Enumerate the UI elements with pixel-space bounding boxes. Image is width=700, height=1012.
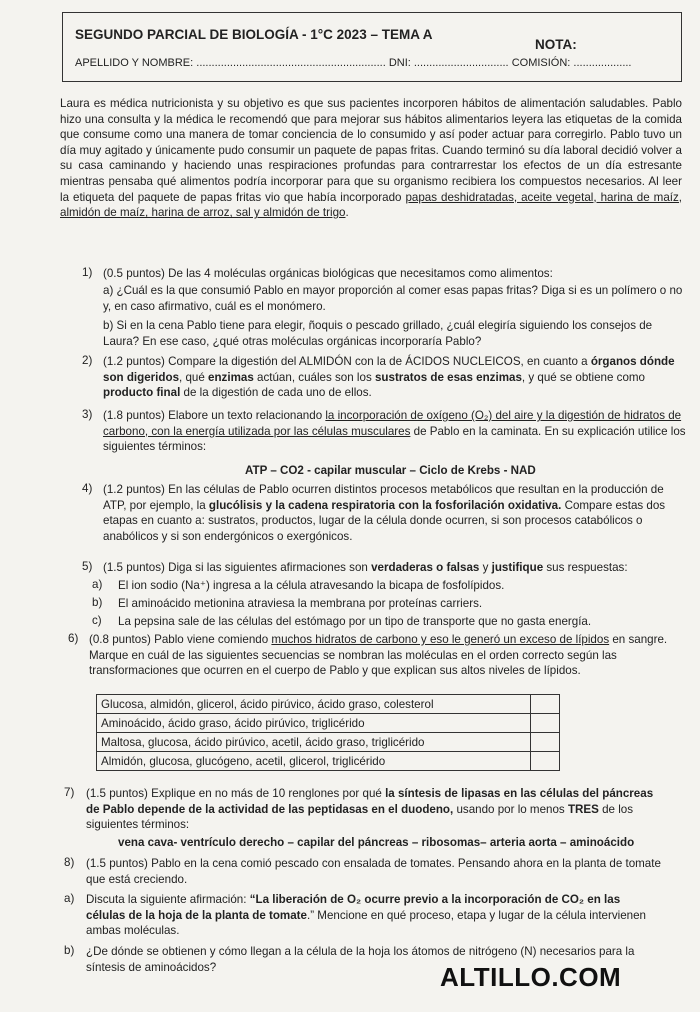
- q8-b-label: b): [64, 944, 75, 957]
- q7-text: (1.5 puntos) Explique en no más de 10 renglones por qué la síntesis de lipasas en las células del páncreas de Pablo depende de la actividad de las peptidasas en el duodeno, usando por lo menos TRES de los siguientes términos:: [86, 787, 654, 832]
- q6-option-checkbox[interactable]: [531, 752, 560, 771]
- q5-number: 5): [82, 560, 93, 573]
- q5-a: El ion sodio (Na⁺) ingresa a la célula atravesando la bicapa de fosfolípidos.: [118, 579, 505, 592]
- q8-b: ¿De dónde se obtienen y cómo llegan a la célula de la hoja los átomos de nitrógeno (N) necesarios para la síntesis de aminoácidos?: [86, 945, 635, 974]
- q5-c: La pepsina sale de las células del estómago por un tipo de transporte que no gasta energía.: [118, 615, 592, 628]
- q2-text: (1.2 puntos) Compare la digestión del ALMIDÓN con la de ÁCIDOS NUCLEICOS, en cuanto a órganos dónde son digeridos, qué enzimas actúan, cuáles son los sustratos de esas enzimas, y qué se obtiene como producto final de la digestión de cada uno de ellos.: [103, 355, 675, 400]
- apellido-field[interactable]: ..............................................................: [196, 57, 386, 69]
- q8-a: Discuta la siguiente afirmación: “La liberación de O₂ ocurre previo a la incorporación de CO₂ en las células de la hoja de la planta de tomate.” Mencione en qué proceso, etapa y lugar de la célula intervienen ambas moléculas.: [86, 893, 647, 938]
- q8-text: (1.5 puntos) Pablo en la cena comió pescado con ensalada de tomates. Pensando ahora en la planta de tomate que está creciendo.: [86, 857, 661, 886]
- exam-title: SEGUNDO PARCIAL DE BIOLOGÍA - 1°C 2023 – TEMA A: [75, 27, 433, 42]
- q8-number: 8): [64, 856, 75, 869]
- q6-text: (0.8 puntos) Pablo viene comiendo muchos hidratos de carbono y eso le generó un exceso de lípidos en sangre. Marque en cuál de las siguientes secuencias se nombran las moléculas en el orden correcto según las transformaciones que ocurren en el cuerpo de Pablo y que explican sus altos niveles de lípidos.: [89, 633, 668, 678]
- comision-label: COMISIÓN:: [511, 57, 571, 69]
- q6-option-text: Glucosa, almidón, glicerol, ácido pirúvico, ácido graso, colesterol: [97, 695, 531, 714]
- table-row: [97, 714, 560, 733]
- altillo-watermark: ALTILLO.COM: [440, 962, 622, 992]
- q7-terms: vena cava- ventrículo derecho – capilar del páncreas – ribosomas– arteria aorta – aminoácido: [118, 836, 635, 849]
- q3-text: (1.8 puntos) Elabore un texto relacionando la incorporación de oxígeno (O₂) del aire y la digestión de hidratos de carbono, con la energía utilizada por las células musculares de Pablo en la caminata. En su explicación utilice los siguientes términos:: [103, 409, 686, 454]
- dni-field[interactable]: ...............................: [413, 57, 509, 69]
- q6-option-checkbox[interactable]: [531, 695, 560, 714]
- q6-number: 6): [68, 632, 79, 645]
- q1-number: 1): [82, 266, 93, 279]
- intro-ingredients: papas deshidratadas, aceite vegetal, harina de maíz, almidón de maíz, harina de arroz, sal y almidón de trigo: [60, 190, 683, 220]
- q3-number: 3): [82, 408, 93, 421]
- q4-number: 4): [82, 482, 93, 495]
- q1-a: a) ¿Cuál es la que consumió Pablo en mayor proporción al comer esas papas fritas? Diga si es un polímero o no y, en caso afirmativo, cuál es el monómero.: [103, 284, 683, 313]
- table-row: [97, 733, 560, 752]
- q5-b-label: b): [92, 596, 103, 609]
- q4-text: (1.2 puntos) En las células de Pablo ocurren distintos procesos metabólicos que resultan en la producción de ATP, por ejemplo, la glucólisis y la cadena respiratoria con la fosforilación oxidativa. Compare estas dos etapas en cuanto a: sustratos, productos, lugar de la célula donde ocurren, si son procesos catabólicos o anabólicos y si son endergónicos o exergónicos.: [103, 483, 666, 543]
- intro-paragraph: [60, 96, 682, 221]
- q7-number: 7): [64, 786, 75, 799]
- q6-option-text: Aminoácido, ácido graso, ácido pirúvico, triglicérido: [97, 714, 531, 733]
- q3-terms: ATP – CO2 - capilar muscular – Ciclo de Krebs - NAD: [245, 464, 536, 477]
- dni-label: DNI:: [388, 57, 411, 69]
- q5-a-label: a): [92, 578, 103, 591]
- table-row: [97, 695, 560, 714]
- apellido-label: APELLIDO Y NOMBRE:: [75, 57, 194, 69]
- intro-text: Laura es médica nutricionista y su objetivo es que sus pacientes incorporen hábitos de alimentación saludables. Pablo hizo una consulta y la médica le recomendó que para mejorar sus hábitos alimentarios leyera las etiquetas de la comida que consume como una manera de tomar conciencia de lo consumido y así poder actuar para corregirlo. Pablo tuvo un día muy agitado y únicamente pudo consumir un paquete de papas fritas. Cuando terminó su día laboral decidió volver a su casa caminando y haciendo unas respiraciones profundas para contrarrestar los efectos de un día estresante mientras pensaba qué alimentos podría incorporar para que su organismo recibiera los compuestos necesarios. Al leer la etiqueta del paquete de papas fritas vio que había incorporado: [60, 97, 682, 204]
- q6-option-text: Almidón, glucosa, glucógeno, acetil, glicerol, triglicérido: [97, 752, 531, 771]
- table-row: [97, 752, 560, 771]
- q5-c-label: c): [92, 614, 102, 627]
- q1-text: (0.5 puntos) De las 4 moléculas orgánicas biológicas que necesitamos como alimentos:: [103, 267, 553, 280]
- q5-b: El aminoácido metionina atraviesa la membrana por proteínas carriers.: [118, 597, 483, 610]
- comision-field[interactable]: ...................: [573, 57, 632, 69]
- intro-end: .: [345, 206, 349, 220]
- exam-header: [62, 12, 682, 82]
- q6-option-checkbox[interactable]: [531, 714, 560, 733]
- nota-label: NOTA:: [535, 37, 577, 52]
- q2-number: 2): [82, 354, 93, 367]
- q6-option-checkbox[interactable]: [531, 733, 560, 752]
- q1-b: b) Si en la cena Pablo tiene para elegir, ñoquis o pescado grillado, ¿cuál elegiría siguiendo los consejos de Laura? En ese caso, ¿qué otras moléculas orgánicas incorporaría Pablo?: [103, 319, 653, 348]
- student-info-line: [75, 57, 632, 69]
- q5-text: (1.5 puntos) Diga si las siguientes afirmaciones son verdaderas o falsas y justifique sus respuestas:: [103, 561, 628, 574]
- q6-option-text: Maltosa, glucosa, ácido pirúvico, acetil, ácido graso, triglicérido: [97, 733, 531, 752]
- q8-a-label: a): [64, 892, 75, 905]
- q6-options-table: [96, 694, 560, 771]
